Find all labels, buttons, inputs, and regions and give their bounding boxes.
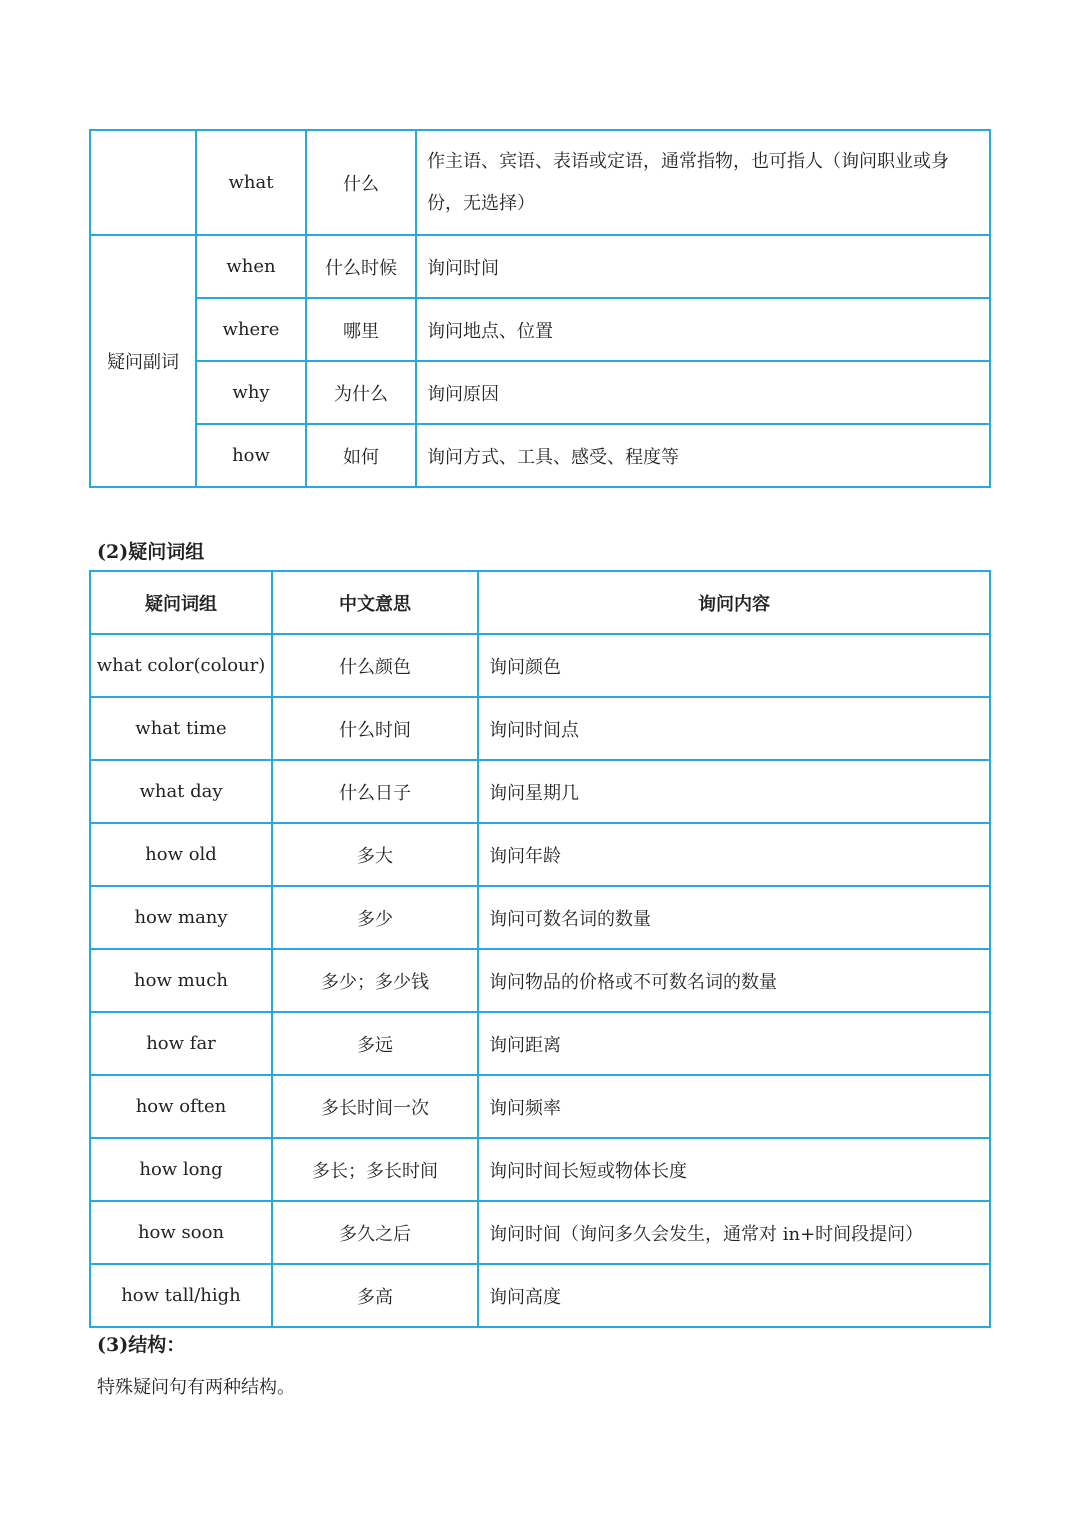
content-cell: 询问颜色 [478,634,990,697]
meaning-cell: 什么时候 [306,235,416,298]
question-phrase-table [89,570,991,1328]
table-row [90,823,990,886]
phrase-cell: how old [90,823,272,886]
word-cell: how [196,424,306,487]
section-heading-question-phrases: (2)疑问词组 [97,541,205,563]
column-header: 询问内容 [478,571,990,634]
content-cell: 询问物品的价格或不可数名词的数量 [478,949,990,1012]
usage-cell: 询问原因 [416,361,990,424]
word-cell: what [196,130,306,235]
phrase-cell: how soon [90,1201,272,1264]
meaning-cell: 哪里 [306,298,416,361]
content-cell: 询问星期几 [478,760,990,823]
meaning-cell: 什么时间 [272,697,478,760]
meaning-cell: 为什么 [306,361,416,424]
table-row [90,361,990,424]
table-header-row [90,571,990,634]
table-row [90,886,990,949]
table-row [90,298,990,361]
column-header: 疑问词组 [90,571,272,634]
phrase-cell: how tall/high [90,1264,272,1327]
phrase-cell: what color(colour) [90,634,272,697]
table-row [90,1201,990,1264]
meaning-cell: 什么日子 [272,760,478,823]
structure-paragraph: 特殊疑问句有两种结构。 [97,1377,295,1398]
meaning-cell: 多久之后 [272,1201,478,1264]
phrase-cell: how long [90,1138,272,1201]
meaning-cell: 多远 [272,1012,478,1075]
question-adverb-table [89,129,991,488]
usage-cell: 询问时间 [416,235,990,298]
content-cell: 询问距离 [478,1012,990,1075]
table-row [90,949,990,1012]
meaning-cell: 如何 [306,424,416,487]
phrase-cell: what time [90,697,272,760]
table-row [90,760,990,823]
phrase-cell: how often [90,1075,272,1138]
meaning-cell: 多少 [272,886,478,949]
table-row [90,1264,990,1327]
table-row [90,1075,990,1138]
word-cell: when [196,235,306,298]
table-row [90,697,990,760]
content-cell: 询问可数名词的数量 [478,886,990,949]
content-cell: 询问高度 [478,1264,990,1327]
usage-cell: 询问地点、位置 [416,298,990,361]
meaning-cell: 多长；多长时间 [272,1138,478,1201]
content-cell: 询问年龄 [478,823,990,886]
content-cell: 询问时间点 [478,697,990,760]
phrase-cell: what day [90,760,272,823]
table-row [90,130,990,235]
meaning-cell: 多高 [272,1264,478,1327]
meaning-cell: 多长时间一次 [272,1075,478,1138]
column-header: 中文意思 [272,571,478,634]
phrase-cell: how much [90,949,272,1012]
word-cell: why [196,361,306,424]
table-row [90,1138,990,1201]
usage-cell: 作主语、宾语、表语或定语，通常指物，也可指人（询问职业或身份，无选择） [416,130,990,235]
content-cell: 询问时间长短或物体长度 [478,1138,990,1201]
table-row [90,235,990,298]
table-row [90,1012,990,1075]
section-heading-structure: (3)结构： [97,1334,186,1356]
meaning-cell: 什么颜色 [272,634,478,697]
word-cell: where [196,298,306,361]
table-row [90,424,990,487]
content-cell: 询问时间（询问多久会发生，通常对 in+时间段提问） [478,1201,990,1264]
meaning-cell: 多少；多少钱 [272,949,478,1012]
table-row [90,634,990,697]
meaning-cell: 多大 [272,823,478,886]
group-label-cell: 疑问副词 [90,235,196,487]
meaning-cell: 什么 [306,130,416,235]
phrase-cell: how far [90,1012,272,1075]
phrase-cell: how many [90,886,272,949]
usage-cell: 询问方式、工具、感受、程度等 [416,424,990,487]
content-cell: 询问频率 [478,1075,990,1138]
group-cell-empty [90,130,196,235]
